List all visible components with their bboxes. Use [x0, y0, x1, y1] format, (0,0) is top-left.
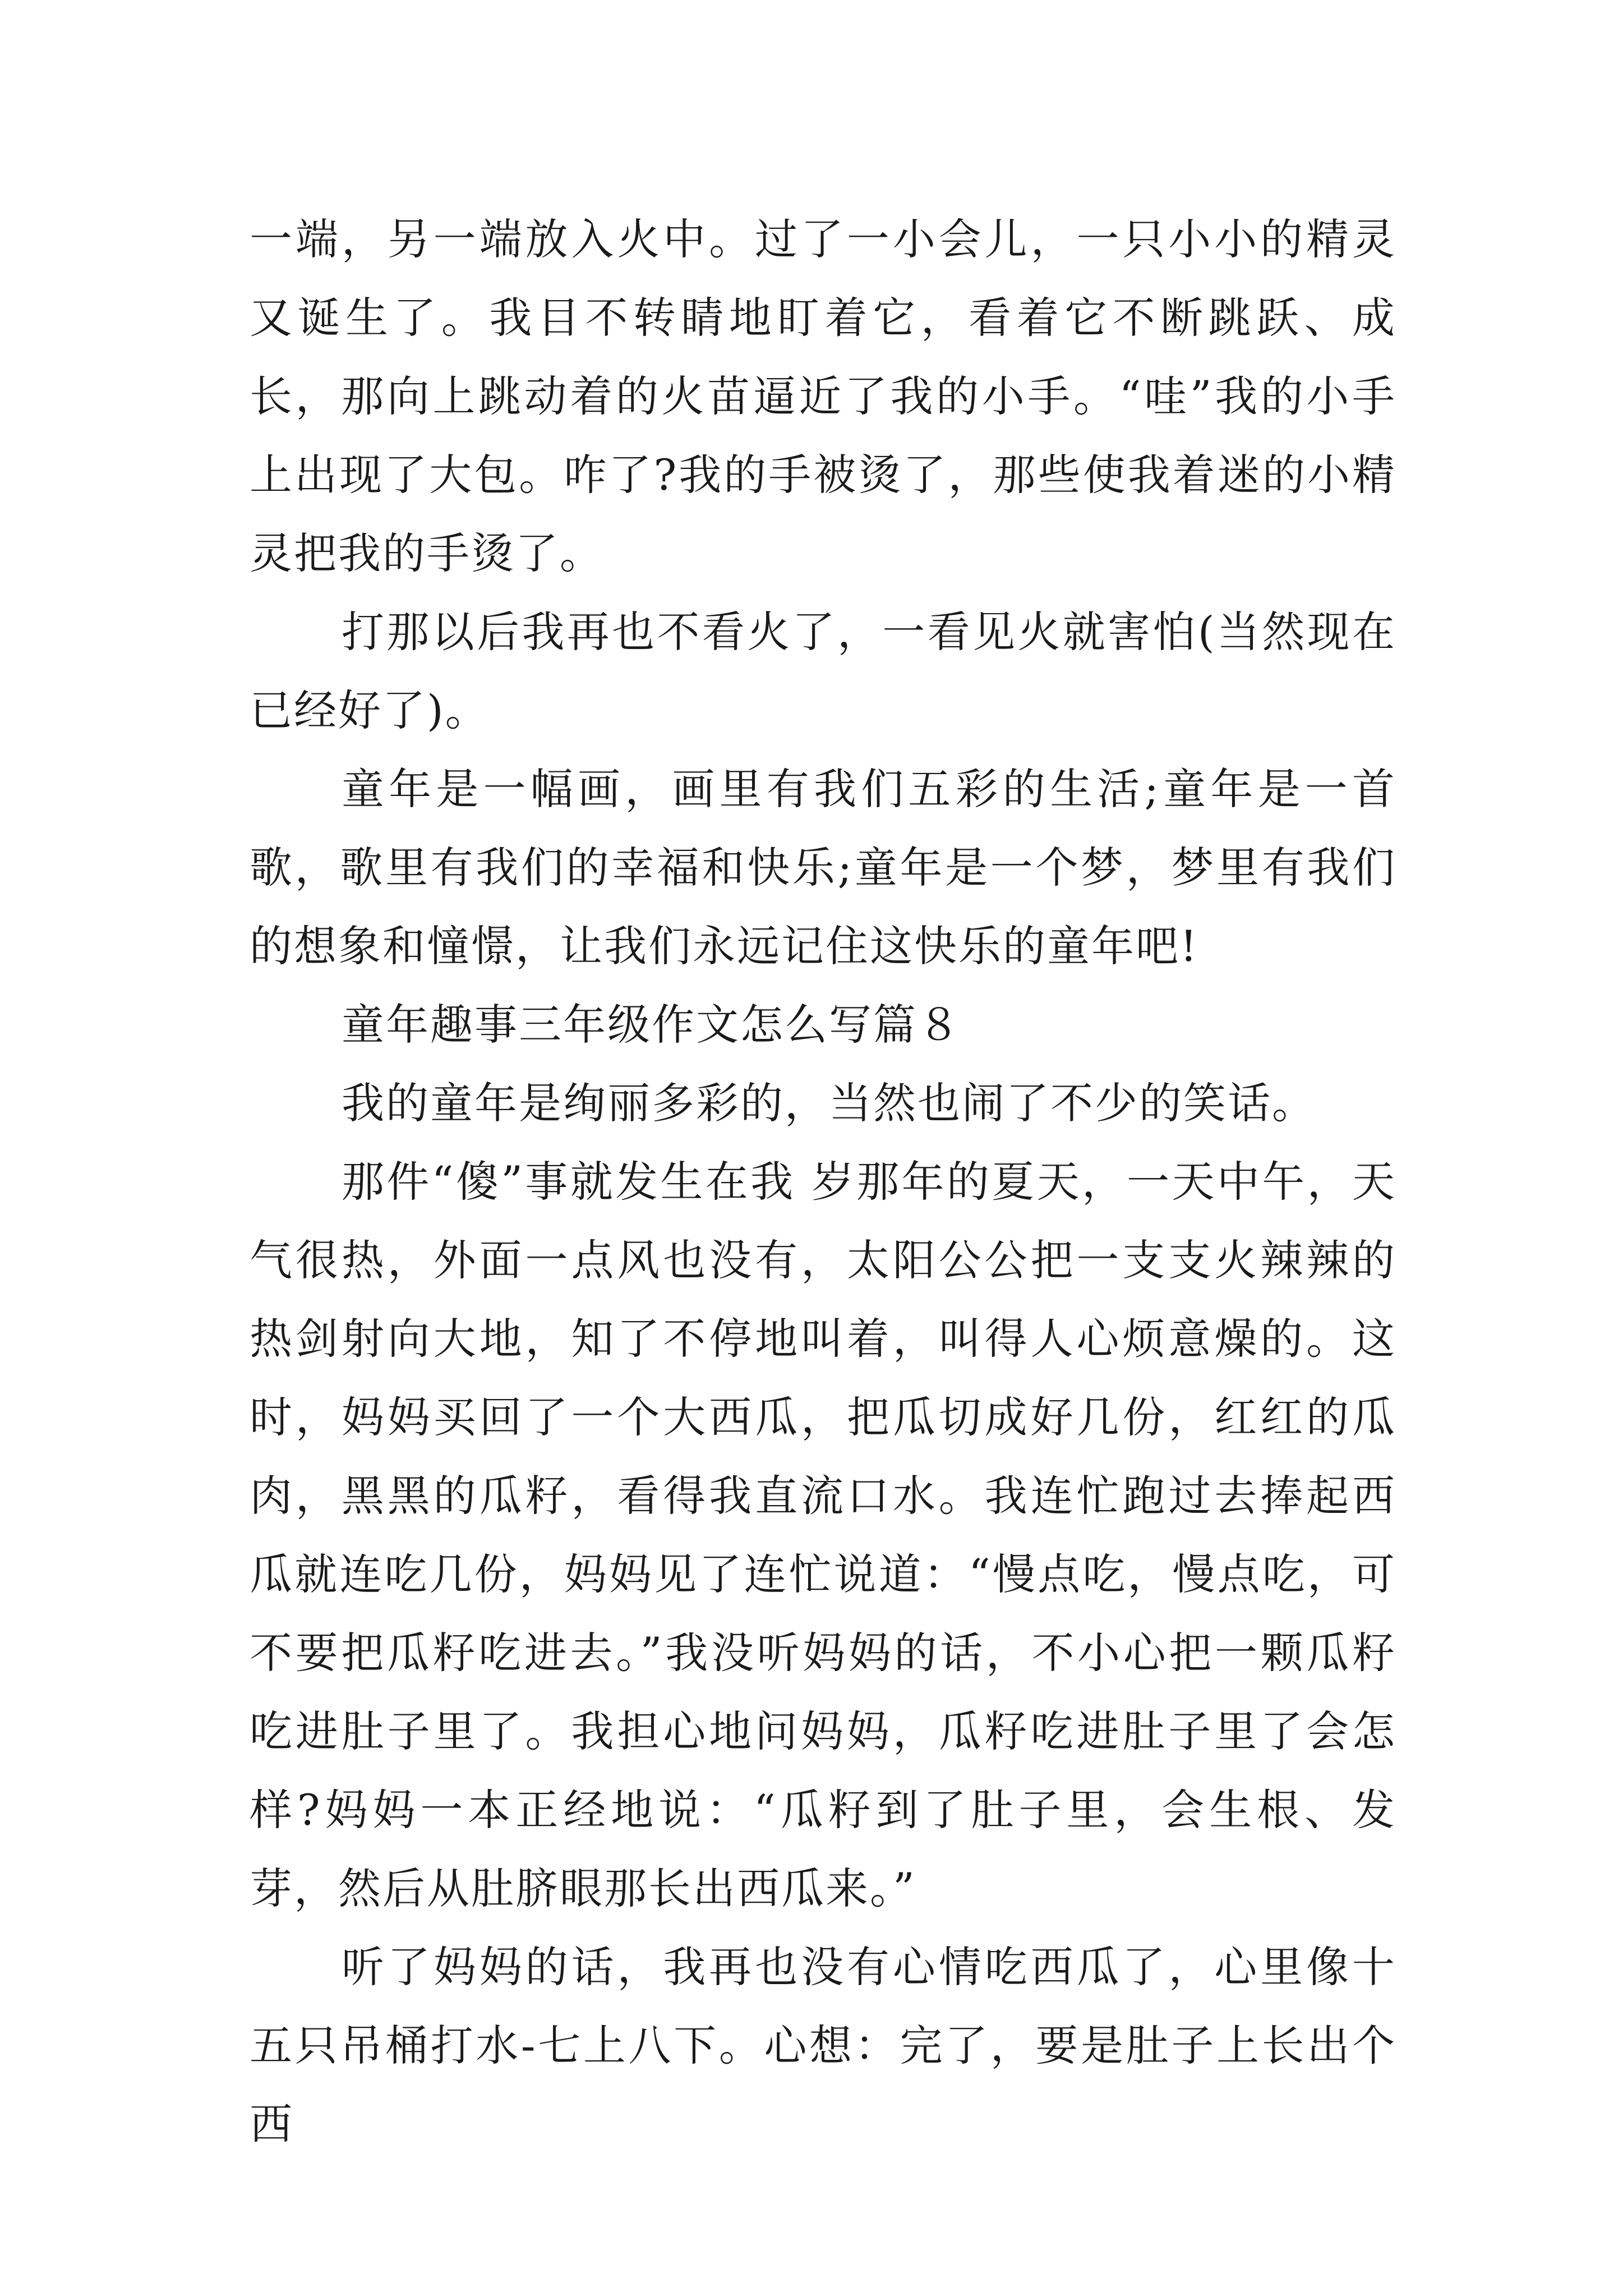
paragraph-1: 一端，另一端放入火中。过了一小会儿，一只小小的精灵又诞生了。我目不转睛地盯着它，看着它不断跳跃、成长，那向上跳动着的火苗逼近了我的小手。“哇”我的小手上出现了大包。咋了?我的手被烫了，那些使我着迷的小精灵把我的手烫了。 — [250, 214, 1396, 578]
paragraph-5: 我的童年是绚丽多彩的，当然也闹了不少的笑话。 — [342, 1078, 1316, 1128]
paragraph-7: 听了妈妈的话，我再也没有心情吃西瓜了，心里像十五只吊桶打水-七上八下。心想：完了，要是肚子上长出个西 — [250, 1942, 1396, 2149]
paragraph-6: 那件“傻”事就发生在我 岁那年的夏天，一天中午，天气很热，外面一点风也没有，太阳公公把一支支火辣辣的热剑射向大地，知了不停地叫着，叫得人心烦意燥的。这时，妈妈买回了一个大西瓜，把瓜切成好几份，红红的瓜肉，黑黑的瓜籽，看得我直流口水。我连忙跑过去捧起西瓜就连吃几份，妈妈见了连忙说道：“慢点吃，慢点吃，可不要把瓜籽吃进去。”我没听妈妈的话，不小心把一颗瓜籽吃进肚子里了。我担心地问妈妈，瓜籽吃进肚子里了会怎样?妈妈一本正经地说：“瓜籽到了肚子里，会生根、发芽，然后从肚脐眼那长出西瓜来。” — [250, 1157, 1396, 1913]
section-heading: 童年趣事三年级作文怎么写篇８ — [342, 1000, 962, 1050]
paragraph-2: 打那以后我再也不看火了，一看见火就害怕(当然现在已经好了)。 — [250, 607, 1396, 735]
paragraph-3: 童年是一幅画，画里有我们五彩的生活;童年是一首歌，歌里有我们的幸福和快乐;童年是一个梦，梦里有我们的想象和憧憬，让我们永远记住这快乐的童年吧! — [250, 764, 1396, 971]
essay-body — [250, 200, 1396, 2164]
